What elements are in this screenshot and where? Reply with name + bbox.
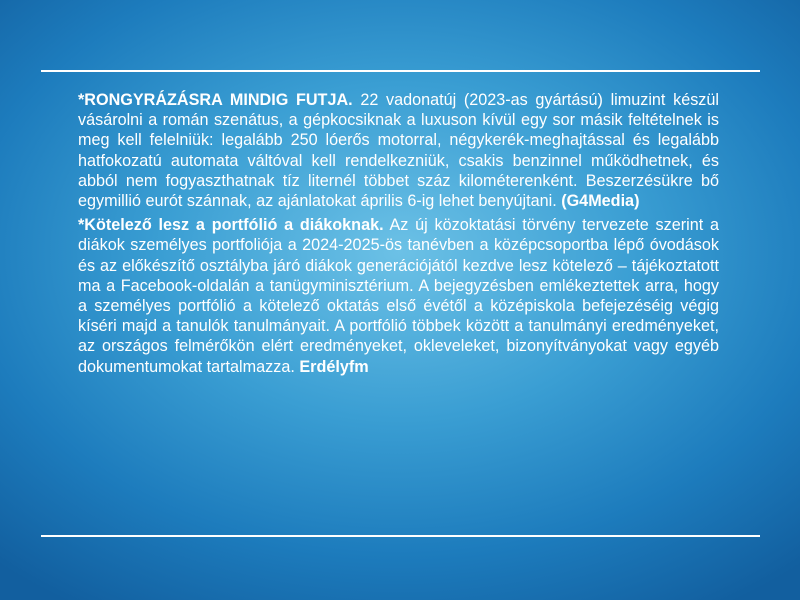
top-divider: [41, 70, 760, 72]
bottom-divider: [41, 535, 760, 537]
news-headline: *Kötelező lesz a portfólió a diákoknak.: [78, 216, 384, 235]
news-item-portfolio: [78, 215, 719, 377]
news-item-limousines: [78, 90, 719, 211]
news-source: Erdélyfm: [299, 357, 369, 376]
news-headline: *RONGYRÁZÁSRA MINDIG FUTJA.: [78, 91, 353, 109]
news-body: 22 vadonatúj (2023-as gyártású) limuzint készül vásárolni a román szenátus, a gépkocsiknak a luxuson kívül egy sor másik feltételnek is meg kell felelniük: legalább 250 lóerős motorral, négykerék-meghajtással és legalább hatfokozatú automata váltóval kell rendelkezniük, csakis benzinnel működhetnek, és abból nem fogyaszthatnak tíz liternél többet száz kilométerenként. Beszerzésükre bő egymillió eurót szánnak, az ajánlatokat április 6-ig lehet benyújtani.: [78, 91, 719, 211]
news-source: (G4Media): [561, 192, 640, 211]
news-content: [78, 90, 719, 381]
news-body: Az új közoktatási törvény tervezete szerint a diákok személyes portfoliója a 2024-2025-ös tanévben a középcsoportba lépő óvodások és az előkészítő osztályba járó diákok generációjától kezdve lesz kötelező – tájékoztatott ma a Facebook-oldalán a tanügyminisztérium. A bejegyzésben emlékeztettek arra, hogy a személyes portfólió a kötelező oktatás első évétől a középiskola befejezéséig végig kíséri majd a tanulók tanulmányait. A portfólió többek között a tanulmányi eredményeket, az országos felmérőkön elért eredményeket, okleveleket, bizonyítványokat vagy egyéb dokumentumokat tartalmazza.: [78, 216, 719, 376]
